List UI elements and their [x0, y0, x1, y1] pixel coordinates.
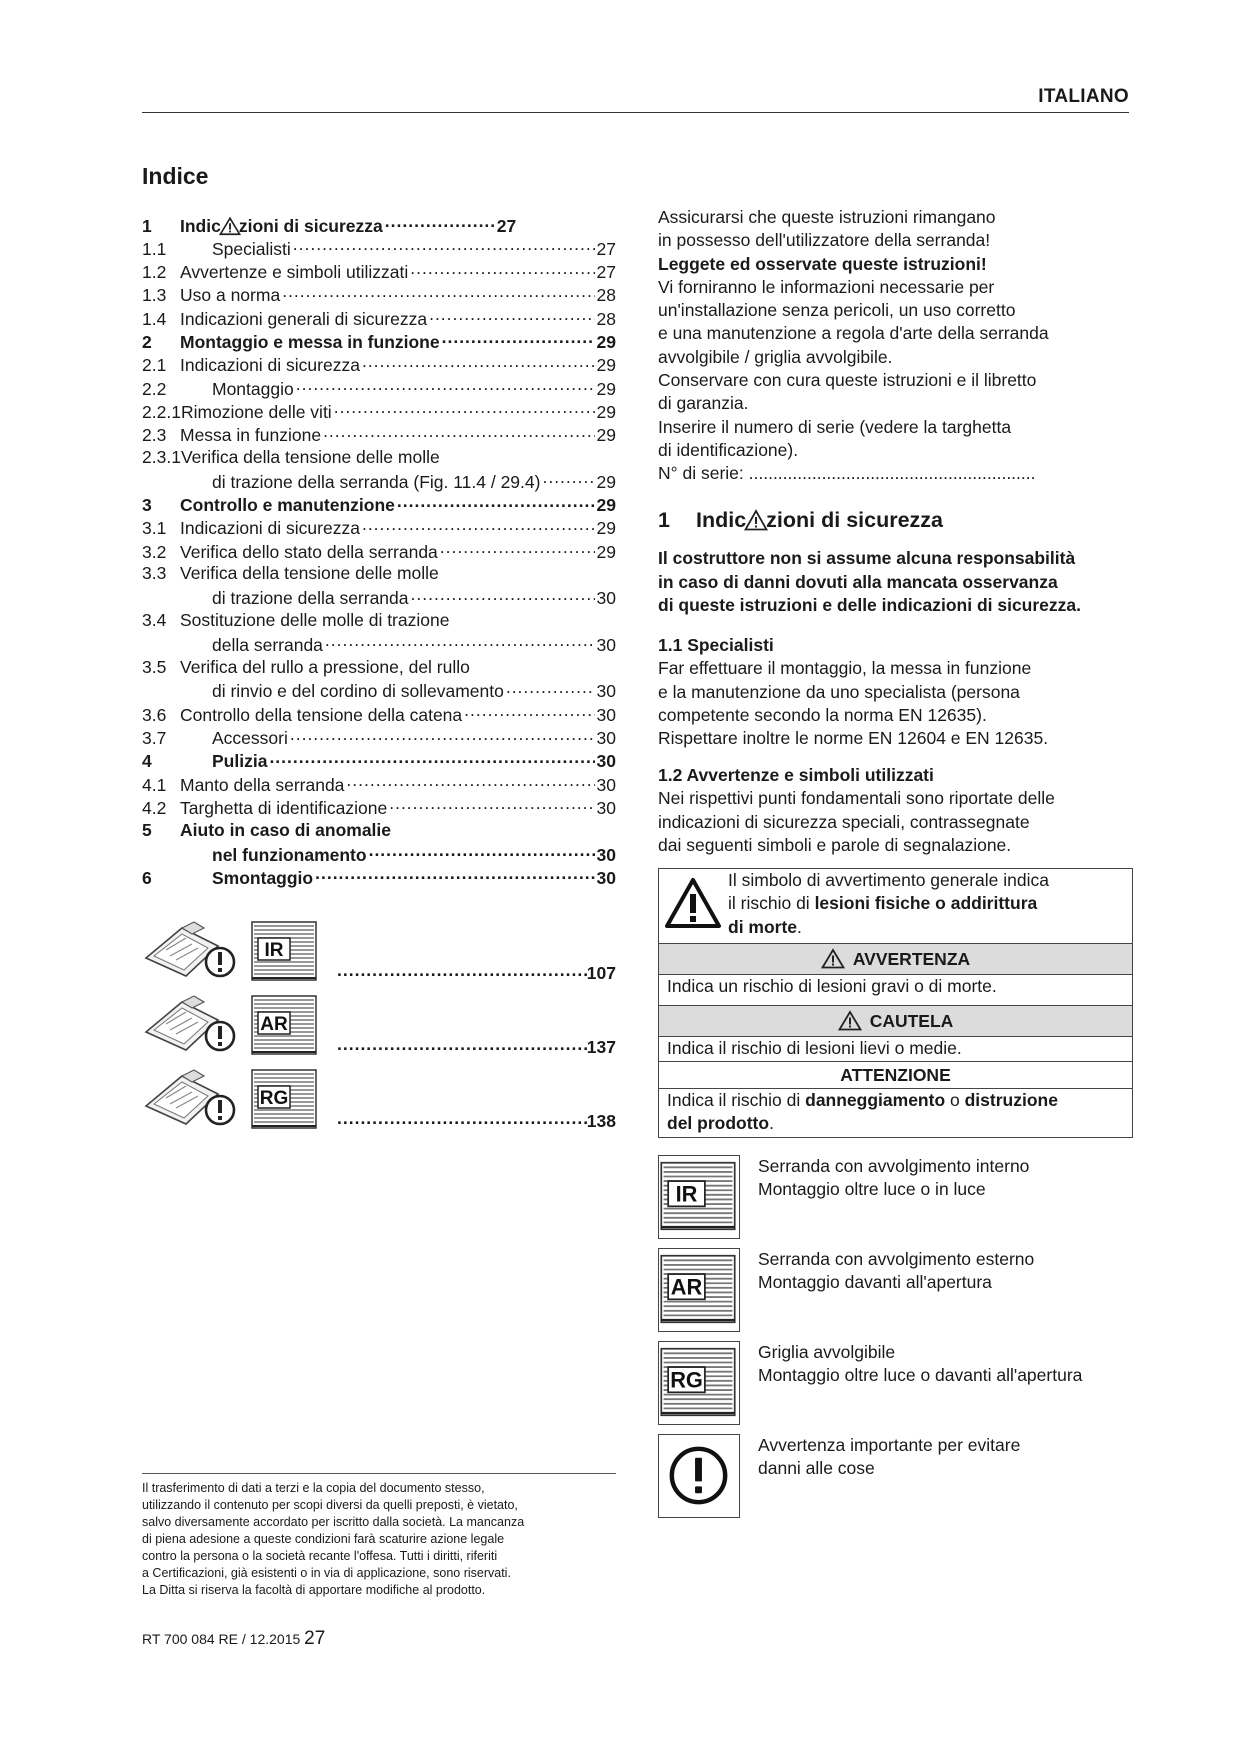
toc-dot-leader	[442, 330, 595, 348]
toc-dot-leader	[346, 773, 594, 791]
toc-entry-number: 2.3	[142, 425, 167, 446]
toc-icon-reference-page: 107	[586, 963, 616, 983]
intro-line: Inserire il numero di serie (vedere la targhetta	[658, 416, 1012, 437]
toc-entry-page: 29	[596, 495, 616, 516]
toc-entry-title: Verifica del rullo a pressione, del rullo	[180, 656, 470, 677]
symbol-legend-line: Avvertenza importante per evitare	[758, 1435, 1021, 1455]
text-part: .	[769, 1113, 774, 1133]
legal-line: salvo diversamente accordato per iscritto dalla società. La mancanza	[142, 1515, 525, 1529]
shutter-type-label: IR	[264, 940, 284, 961]
symbol-legend-text	[758, 1155, 1029, 1202]
toc-entry	[142, 563, 616, 586]
cautela-band	[659, 1006, 1132, 1037]
toc-dot-leader	[337, 963, 587, 981]
general-warning-line	[728, 892, 1049, 915]
toc-entry-number: 1	[142, 215, 152, 236]
toc-entry-page: 30	[596, 774, 616, 795]
section-title-part: Indic	[696, 508, 747, 532]
toc-dot-leader	[542, 470, 594, 488]
manual-book-icon	[142, 994, 238, 1056]
toc-entry-number: 5	[142, 819, 152, 840]
toc-entry-number: 3.2	[142, 541, 167, 562]
toc-entry-title: Sostituzione delle molle di trazione	[180, 610, 450, 631]
disclaimer-line: Il costruttore non si assume alcuna responsabilità	[658, 548, 1076, 568]
toc-entry-page: 30	[596, 681, 616, 702]
toc-entry-number: 3.4	[142, 610, 167, 631]
toc-entry-number: 3.6	[142, 704, 167, 725]
toc-entry	[142, 517, 616, 540]
toc-entry-page: 30	[596, 797, 616, 818]
toc-entry	[142, 424, 616, 447]
toc-entry-title: Verifica dello stato della serranda	[180, 541, 438, 562]
document-code: RT 700 084 RE / 12.2015	[142, 1631, 301, 1647]
toc-icon-reference-leader	[337, 1037, 616, 1058]
toc-entry-title: Verifica della tensione delle molle	[180, 446, 440, 467]
warning-triangle-icon	[744, 509, 768, 531]
toc-entry-page: 30	[596, 867, 616, 888]
toc-dot-leader	[269, 750, 594, 768]
toc-entry-number: 3.7	[142, 728, 167, 749]
toc-entry-page: 30	[596, 751, 616, 772]
warning-signals-box	[658, 868, 1133, 1138]
paragraph-line: Far effettuare il montaggio, la messa in funzione	[658, 658, 1032, 679]
toc-dot-leader	[385, 214, 495, 232]
toc-entry-number: 2	[142, 331, 152, 352]
toc-entry-page: 29	[596, 471, 616, 492]
toc-dot-leader	[293, 237, 595, 255]
avvertenza-band	[659, 944, 1132, 975]
toc-dot-leader	[362, 517, 595, 535]
toc-entry	[142, 796, 616, 819]
toc-entry	[142, 750, 616, 773]
text-emphasis: distruzione	[964, 1090, 1058, 1110]
toc-entry	[142, 866, 616, 889]
toc-entry-title: Controllo e manutenzione	[180, 495, 395, 516]
symbol-legend-line: Montaggio davanti all'apertura	[758, 1272, 992, 1293]
toc-entry-title: Accessori	[212, 728, 288, 749]
intro-line: di identificazione).	[658, 439, 799, 460]
legal-divider	[142, 1473, 616, 1474]
toc-entry-page: 29	[596, 331, 616, 352]
toc-entry	[142, 843, 616, 866]
document-reference	[142, 1628, 325, 1650]
toc-entry-title: Indicazioni di sicurezza	[180, 518, 360, 539]
toc-entry-number: 1.3	[142, 285, 167, 306]
toc-entry-number: 2.1	[142, 355, 167, 376]
intro-line: e una manutenzione a regola d'arte della serranda	[658, 323, 1049, 344]
toc-icon-reference-leader	[337, 1111, 616, 1132]
paragraph-line: indicazioni di sicurezza speciali, contrassegnate	[658, 811, 1030, 832]
toc-entry-title: Pulizia	[212, 751, 268, 772]
symbol-legend-line: danni alle cose	[758, 1458, 875, 1479]
toc-icon-reference	[142, 1068, 616, 1138]
toc-entry-title-part: Indic	[180, 215, 221, 236]
shutter-type-label: RG	[670, 1367, 703, 1393]
table-of-contents	[142, 214, 616, 890]
roller-shutter-icon	[659, 1249, 737, 1329]
paragraph-line: competente secondo la norma EN 12635).	[658, 704, 987, 725]
toc-entry-page: 29	[596, 378, 616, 399]
toc-dot-leader	[389, 796, 594, 814]
toc-dot-leader	[411, 587, 595, 605]
legal-line: utilizzando il contenuto per scopi diversi da quelli preposti, è vietato,	[142, 1498, 518, 1512]
section-1-1	[658, 634, 1133, 750]
symbol-legend-item	[658, 1434, 1133, 1520]
toc-icon-reference	[142, 994, 616, 1064]
toc-entry-title: Indicazioni di sicurezza	[180, 355, 360, 376]
toc-entry-number: 2.3.1	[142, 446, 181, 467]
toc-entry-title: Smontaggio	[212, 867, 314, 888]
section-title-part: zioni di sicurezza	[766, 508, 943, 532]
page-number: 27	[304, 1628, 326, 1649]
toc-entry-title	[180, 216, 383, 237]
text-part: Indica il rischio di	[667, 1090, 806, 1110]
symbol-legend-icon-box	[658, 1248, 740, 1332]
toc-icon-reference	[142, 920, 616, 990]
toc-entry-page: 29	[596, 518, 616, 539]
toc-dot-leader	[337, 1037, 587, 1055]
toc-entry-title: Manto della serranda	[180, 774, 345, 795]
toc-entry	[142, 703, 616, 726]
toc-entry-number: 1.4	[142, 308, 167, 329]
toc-icon-reference-page: 137	[586, 1037, 616, 1057]
attenzione-title: ATTENZIONE	[659, 1062, 1132, 1089]
paragraph-line: dai seguenti simboli e parole di segnalazione.	[658, 834, 1012, 855]
general-warning-text	[728, 869, 1049, 939]
shutter-type-label: IR	[675, 1181, 698, 1207]
toc-dot-leader	[337, 1111, 587, 1129]
toc-dot-leader	[290, 727, 595, 745]
toc-entry-number: 3.3	[142, 563, 167, 584]
toc-entry-title: Targhetta di identificazione	[180, 797, 388, 818]
section-1-1-heading: 1.1 Specialisti	[658, 635, 774, 655]
toc-dot-leader	[440, 540, 595, 558]
symbol-legend-line: Serranda con avvolgimento interno	[758, 1156, 1030, 1176]
toc-entry	[142, 657, 616, 680]
toc-entry-title: Rimozione delle viti	[180, 401, 332, 422]
toc-dot-leader	[410, 261, 594, 279]
symbol-legend-item	[658, 1248, 1133, 1334]
intro-text	[658, 206, 1133, 486]
avvertenza-title: AVVERTENZA	[852, 949, 971, 969]
toc-dot-leader	[282, 284, 594, 302]
toc-entry-number: 6	[142, 867, 152, 888]
toc-entry-page: 29	[596, 541, 616, 562]
toc-entry	[142, 237, 616, 260]
toc-dot-leader	[296, 377, 595, 395]
toc-dot-leader	[429, 307, 594, 325]
toc-entry	[142, 540, 616, 563]
toc-dot-leader	[325, 633, 595, 651]
symbol-legend-line: Montaggio oltre luce o in luce	[758, 1179, 986, 1200]
toc-entry-page: 28	[596, 285, 616, 306]
toc-entry	[142, 820, 616, 843]
toc-entry-number: 2.2.1	[142, 401, 181, 422]
toc-entry-title: Messa in funzione	[180, 425, 322, 446]
toc-entry	[142, 680, 616, 703]
toc-entry-number: 4.2	[142, 797, 167, 818]
text-emphasis: di morte	[728, 916, 798, 937]
section-number: 1	[658, 508, 670, 532]
symbol-legend-item	[658, 1341, 1133, 1427]
text-part: .	[797, 916, 802, 937]
toc-entry-title: Avvertenze e simboli utilizzati	[180, 262, 409, 283]
symbol-legend-line: Griglia avvolgibile	[758, 1342, 896, 1362]
intro-emphasis: Leggete ed osservate queste istruzioni!	[658, 253, 987, 274]
legal-notice	[142, 1480, 616, 1599]
text-part: o	[945, 1090, 965, 1110]
roller-shutter-icon	[659, 1156, 737, 1236]
serial-number-line: N° di serie: ...........................................................	[658, 463, 1036, 484]
symbol-legend-text	[758, 1434, 1020, 1481]
symbol-legend-icon-box	[658, 1434, 740, 1518]
toc-entry-page: 29	[596, 355, 616, 376]
symbol-legend-item	[658, 1155, 1133, 1241]
toc-entry	[142, 214, 616, 237]
toc-dot-leader	[369, 843, 595, 861]
toc-entry	[142, 727, 616, 750]
roller-shutter-icon	[250, 1068, 318, 1130]
paragraph-line: e la manutenzione da uno specialista (persona	[658, 681, 1020, 702]
legal-line: contro la persona o la società recante l'offesa. Tutti i diritti, riferiti	[142, 1549, 498, 1563]
language-label: ITALIANO	[1038, 86, 1129, 107]
shutter-type-label: AR	[260, 1014, 288, 1035]
toc-entry-number: 2.2	[142, 378, 167, 399]
toc-dot-leader	[397, 494, 595, 512]
intro-line: Vi forniranno le informazioni necessarie per	[658, 276, 995, 297]
general-warning-icon	[664, 877, 722, 929]
toc-entry-title: di trazione della serranda (Fig. 11.4 / 29.4)	[212, 471, 541, 492]
toc-dot-leader	[334, 400, 595, 418]
toc-dot-leader	[323, 424, 594, 442]
section-1-2	[658, 764, 1133, 857]
toc-entry-page: 28	[596, 308, 616, 329]
toc-entry-title: Montaggio	[212, 378, 294, 399]
toc-entry-title: Verifica della tensione delle molle	[180, 563, 439, 584]
roller-shutter-icon	[250, 994, 318, 1056]
attenzione-text	[659, 1089, 1132, 1137]
disclaimer-line: in caso di danni dovuti alla mancata osservanza	[658, 571, 1058, 592]
toc-entry	[142, 633, 616, 656]
toc-entry	[142, 587, 616, 610]
general-warning-line: Il simbolo di avvertimento generale indica	[728, 870, 1049, 890]
symbol-legend-icon-box	[658, 1155, 740, 1239]
toc-entry-title: Specialisti	[212, 238, 291, 259]
manual-book-icon	[142, 920, 238, 982]
intro-line: un'installazione senza pericoli, un uso corretto	[658, 300, 1016, 321]
toc-entry-title: nel funzionamento	[212, 844, 367, 865]
cautela-title: CAUTELA	[869, 1011, 954, 1031]
general-warning-row	[659, 869, 1132, 944]
toc-entry	[142, 307, 616, 330]
toc-entry-title: Controllo della tensione della catena	[180, 704, 463, 725]
text-part: il rischio di	[728, 893, 815, 914]
toc-entry-title: Aiuto in caso di anomalie	[180, 819, 392, 840]
shutter-type-label: RG	[259, 1088, 289, 1109]
symbol-legend-line: Montaggio oltre luce o davanti all'apertura	[758, 1365, 1083, 1386]
toc-entry	[142, 494, 616, 517]
toc-entry	[142, 354, 616, 377]
text-emphasis: danneggiamento	[805, 1090, 946, 1110]
section-1-disclaimer	[658, 547, 1133, 618]
toc-icon-reference-page: 138	[586, 1111, 616, 1131]
property-damage-warning-icon	[659, 1435, 738, 1516]
toc-title: Indice	[142, 163, 209, 189]
toc-entry-page: 30	[596, 588, 616, 609]
toc-entry	[142, 447, 616, 470]
intro-line: in possesso dell'utilizzatore della serranda!	[658, 230, 991, 251]
toc-entry-title: Montaggio e messa in funzione	[180, 331, 440, 352]
toc-dot-leader	[362, 354, 595, 372]
toc-entry	[142, 261, 616, 284]
toc-entry-title-part: zioni di sicurezza	[238, 215, 383, 236]
attenzione-line	[667, 1089, 1124, 1112]
intro-line: avvolgibile / griglia avvolgibile.	[658, 346, 893, 367]
toc-entry-number: 1.1	[142, 238, 167, 259]
toc-entry-number: 4	[142, 751, 152, 772]
paragraph-line: Nei rispettivi punti fondamentali sono riportate delle	[658, 788, 1055, 809]
toc-entry-title: della serranda	[212, 634, 323, 655]
warning-triangle-icon	[821, 948, 845, 969]
toc-entry-title: Uso a norma	[180, 285, 281, 306]
legal-line: a Certificazioni, già esistenti o in via di applicazione, sono riservati.	[142, 1566, 511, 1580]
toc-entry-page: 30	[596, 728, 616, 749]
toc-entry-page: 30	[596, 704, 616, 725]
toc-entry-page: 27	[496, 215, 517, 236]
text-emphasis: del prodotto	[667, 1113, 770, 1133]
toc-entry-page: 30	[596, 844, 616, 865]
roller-shutter-icon	[659, 1342, 737, 1422]
toc-entry-number: 4.1	[142, 774, 167, 795]
toc-entry-title: Indicazioni generali di sicurezza	[180, 308, 428, 329]
toc-entry-page: 27	[596, 238, 616, 259]
toc-entry	[142, 470, 616, 493]
manual-book-icon	[142, 1068, 238, 1130]
text-emphasis: lesioni fisiche o addirittura	[814, 893, 1038, 914]
header-divider	[142, 112, 1129, 113]
warning-triangle-icon	[838, 1010, 862, 1031]
toc-entry-page: 29	[596, 401, 616, 422]
attenzione-line	[667, 1112, 1124, 1135]
general-warning-line	[728, 916, 1049, 939]
toc-entry-page: 30	[596, 634, 616, 655]
symbol-legend-icon-box	[658, 1341, 740, 1425]
intro-line: Conservare con cura queste istruzioni e il libretto	[658, 370, 1037, 391]
intro-line: di garanzia.	[658, 393, 749, 414]
toc-entry-number: 3.5	[142, 656, 167, 677]
toc-entry	[142, 377, 616, 400]
toc-dot-leader	[464, 703, 594, 721]
toc-entry	[142, 330, 616, 353]
intro-line: Assicurarsi che queste istruzioni rimangano	[658, 207, 996, 227]
toc-entry	[142, 284, 616, 307]
toc-dot-leader	[315, 866, 594, 884]
legal-line: La Ditta si riserva la facoltà di apportare modifiche al prodotto.	[142, 1583, 486, 1597]
section-1-2-heading: 1.2 Avvertenze e simboli utilizzati	[658, 765, 934, 785]
toc-icon-reference-leader	[337, 963, 616, 984]
cautela-text: Indica il rischio di lesioni lievi o medie.	[659, 1037, 1132, 1062]
toc-entry-title: di trazione della serranda	[212, 588, 409, 609]
paragraph-line: Rispettare inoltre le norme EN 12604 e EN 12635.	[658, 728, 1049, 749]
toc-entry-number: 3.1	[142, 518, 167, 539]
toc-entry	[142, 773, 616, 796]
section-1-heading	[658, 508, 943, 533]
symbol-legend-text	[758, 1341, 1082, 1388]
toc-entry-number: 3	[142, 495, 152, 516]
toc-entry-page: 29	[596, 425, 616, 446]
toc-entry-number: 1.2	[142, 262, 167, 283]
legal-line: di piena adesione a queste condizioni farà scaturire azione legale	[142, 1532, 505, 1546]
toc-entry	[142, 400, 616, 423]
avvertenza-text: Indica un rischio di lesioni gravi o di morte.	[659, 975, 1132, 1006]
symbol-legend-text	[758, 1248, 1034, 1295]
roller-shutter-icon	[250, 920, 318, 982]
shutter-type-label: AR	[670, 1274, 703, 1300]
legal-line: Il trasferimento di dati a terzi e la copia del documento stesso,	[142, 1481, 485, 1495]
toc-entry-page: 27	[596, 262, 616, 283]
warning-triangle-icon	[219, 216, 241, 236]
symbol-legend-line: Serranda con avvolgimento esterno	[758, 1249, 1035, 1269]
toc-dot-leader	[506, 680, 595, 698]
disclaimer-line: di queste istruzioni e delle indicazioni di sicurezza.	[658, 595, 1082, 615]
toc-entry-title: di rinvio e del cordino di sollevamento	[212, 681, 504, 702]
toc-entry	[142, 610, 616, 633]
